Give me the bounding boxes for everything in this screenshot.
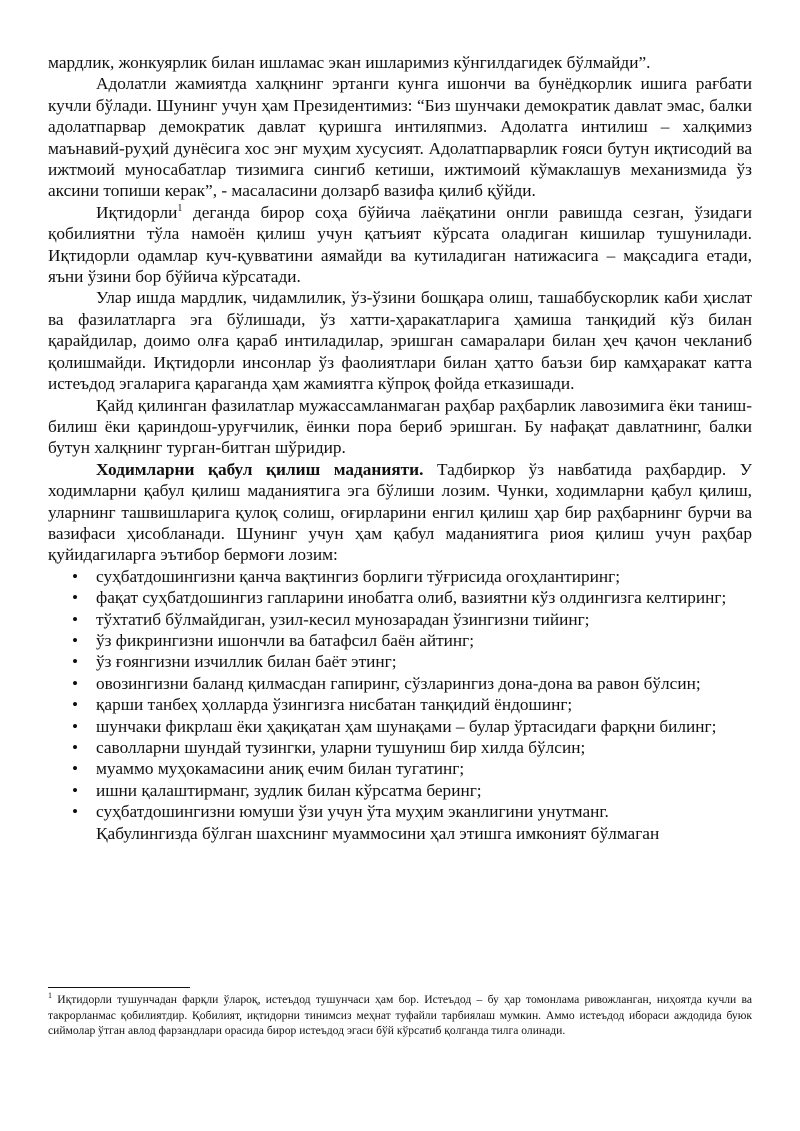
bullet-icon: • — [72, 630, 79, 650]
footnote-divider — [48, 987, 190, 988]
list-item — [48, 673, 752, 694]
bullet-icon: • — [72, 695, 79, 715]
bullet-icon: • — [72, 566, 79, 586]
paragraph-reception-text: Тадбиркор ўз навбатида раҳбардир. У ходимларни қабул қилиш маданиятига эга бўлиши лозим. Чунки, ходимларни қабул қилиш, уларнинг ташвишларига қулоқ солиш, оғирларини енгил қилиш ҳар бир раҳбарнинг бурчи ва вазифаси ҳисобланади. Шунинг учун ҳам қабул маданиятига риоя қилиш учун раҳбар қуйидагиларга эътибор бермоғи лозим: — [48, 459, 752, 565]
paragraph-leadership: Қайд қилинган фазилатлар мужассамланмаган раҳбар раҳбарлик лавозимига ёки таниш-билиш ёки қариндош-уруғчилик, ёинки пора бериб эришган. Бу нафақат давлатнинг, балки бутун халқнинг турган-битган шўридир. — [48, 395, 752, 458]
list-item-text: шунчаки фикрлаш ёки ҳақиқатан ҳам шунақами – булар ўртасидаги фарқни билинг; — [96, 716, 717, 736]
paragraph-continuation: мардлик, жонкуярлик билан ишламас экан ишларимиз кўнгилдагидек бўлмайди”. — [48, 53, 651, 72]
paragraph-closing: Қабулингизда бўлган шахснинг муаммосини ҳал этишга имконият бўлмаган — [96, 823, 660, 843]
list-item-text: тўхтатиб бўлмайдиган, узил-кесил мунозарадан ўзингизни тийинг; — [96, 609, 590, 629]
list-item-text: фақат суҳбатдошингиз гапларини инобатга олиб, вазиятни кўз олдингизга келтиринг; — [96, 588, 727, 608]
list-item — [48, 801, 752, 822]
list-item — [48, 587, 752, 608]
paragraph-reception-culture — [48, 459, 752, 566]
document-body — [48, 52, 752, 844]
bullet-icon: • — [72, 609, 79, 629]
bullet-icon: • — [72, 738, 79, 757]
list-item-text: муаммо муҳокамасини аниқ ечим билан тугатинг; — [96, 759, 465, 779]
bullet-icon: • — [72, 759, 79, 779]
footnote — [48, 992, 752, 1039]
list-item-text: суҳбатдошингизни юмуши ўзи учун ўта муҳим эканлигини унутманг. — [96, 802, 609, 822]
list-item — [48, 780, 752, 801]
section-heading: Ходимларни қабул қилиш маданияти. — [96, 459, 424, 479]
list-item — [48, 651, 752, 672]
list-item-text: суҳбатдошингизни қанча вақтингиз борлиги тўғрисида огоҳлантиринг; — [96, 566, 620, 586]
list-item-text: саволларни шундай тузингки, уларни тушуниш бир хилда бўлсин; — [96, 738, 586, 757]
list-item — [48, 566, 752, 587]
bullet-icon: • — [72, 673, 79, 693]
paragraph-qualities: Улар ишда мардлик, чидамлилик, ўз-ўзини бошқара олиш, ташаббускорлик каби ҳислат ва фазилатларга эга бўлишади, ўз хатти-ҳаракатларига ҳамиша танқидий кўз билан қарайдилар, доимо олға қараб интиладилар, эришган самаралари билан ҳеч қачон чекланиб қолишмайди. Иқтидорли инсонлар ўз фаолиятлари билан ҳатто баъзи бир камҳаракат катта истеъдод эгаларига қараганда ҳам жамиятга кўпроқ фойда етказишади. — [48, 288, 752, 394]
list-item-text: овозингизни баланд қилмасдан гапиринг, сўзларингиз дона-дона ва равон бўлсин; — [96, 673, 701, 693]
list-item — [48, 758, 752, 779]
list-item-text: ўз ғоянгизни изчиллик билан баёт этинг; — [96, 652, 397, 672]
list-item — [48, 630, 752, 651]
bullet-icon: • — [72, 802, 79, 822]
bullet-icon: • — [72, 588, 79, 608]
list-item — [48, 609, 752, 630]
footnote-mark: 1 — [48, 991, 52, 1001]
paragraph-talented-rest: деганда бирор соҳа бўйича лаёқатини онгли равишда сезган, ўзидаги қобилиятни тўла намоён қилиш учун қатъият кўрсата оладиган кишилар тушунилади. Иқтидорли одамлар куч-қувватини аямайди ва кутиладиган натижасига – мақсадига етади, яъни ўзини бор бўйича кўрсатади. — [48, 202, 752, 287]
bullet-icon: • — [72, 716, 79, 736]
list-item — [48, 694, 752, 715]
paragraph-talented — [48, 202, 752, 288]
list-item-text: ишни қалаштирманг, зудлик билан кўрсатма беринг; — [96, 780, 482, 800]
list-item — [48, 737, 752, 758]
list-item — [48, 716, 752, 737]
bullet-icon: • — [72, 780, 79, 800]
list-item-text: қарши танбеҳ ҳолларда ўзингизга нисбатан танқидий ёндошинг; — [96, 695, 573, 715]
paragraph-justice: Адолатли жамиятда халқнинг эртанги кунга ишончи ва бунёдкорлик ишига рағбати кучли бўлади. Шунинг учун ҳам Президентимиз: “Биз шунчаки демократик давлат эмас, балки адолатпарвар демократик давлат қуришга интиляпмиз. Адолатга интилиш – халқимиз маънавий-руҳий дунёсига хос энг муҳим хусусият. Адолатпарварлик ғояси бутун иқтисодий ва ижтмоий муносабатлар тизимига сингиб кетиши, ижтимоий кўмаклашув механизмида ўз аксини топиши керак”, - масаласини долзарб вазифа қилиб қўйди. — [48, 74, 752, 201]
footnote-reference[interactable]: 1 — [177, 203, 183, 215]
paragraph-talented-start: Иқтидорли — [96, 202, 178, 222]
bullet-icon: • — [72, 652, 79, 672]
list-item-text: ўз фикрингизни ишончли ва батафсил баён айтинг; — [96, 630, 475, 650]
footnote-text: Иқтидорли тушунчадан фарқли ўлароқ, истеъдод тушунчаси ҳам бор. Истеъдод – бу ҳар томонлама ривожланган, ниҳоятда кучли ва такрорланмас қобилиятдир. Қобилият, иқтидорни тинимсиз меҳнат туфайли тарбиялаш мумкин. Аммо истеъдод ибораси аждодида буюк сиймолар ўтган авлод фарзандлари орасида бирор истеъдод эгаси бўй кўрсатиб қолганда тилга олинади. — [48, 993, 752, 1038]
bullet-list — [48, 566, 752, 823]
